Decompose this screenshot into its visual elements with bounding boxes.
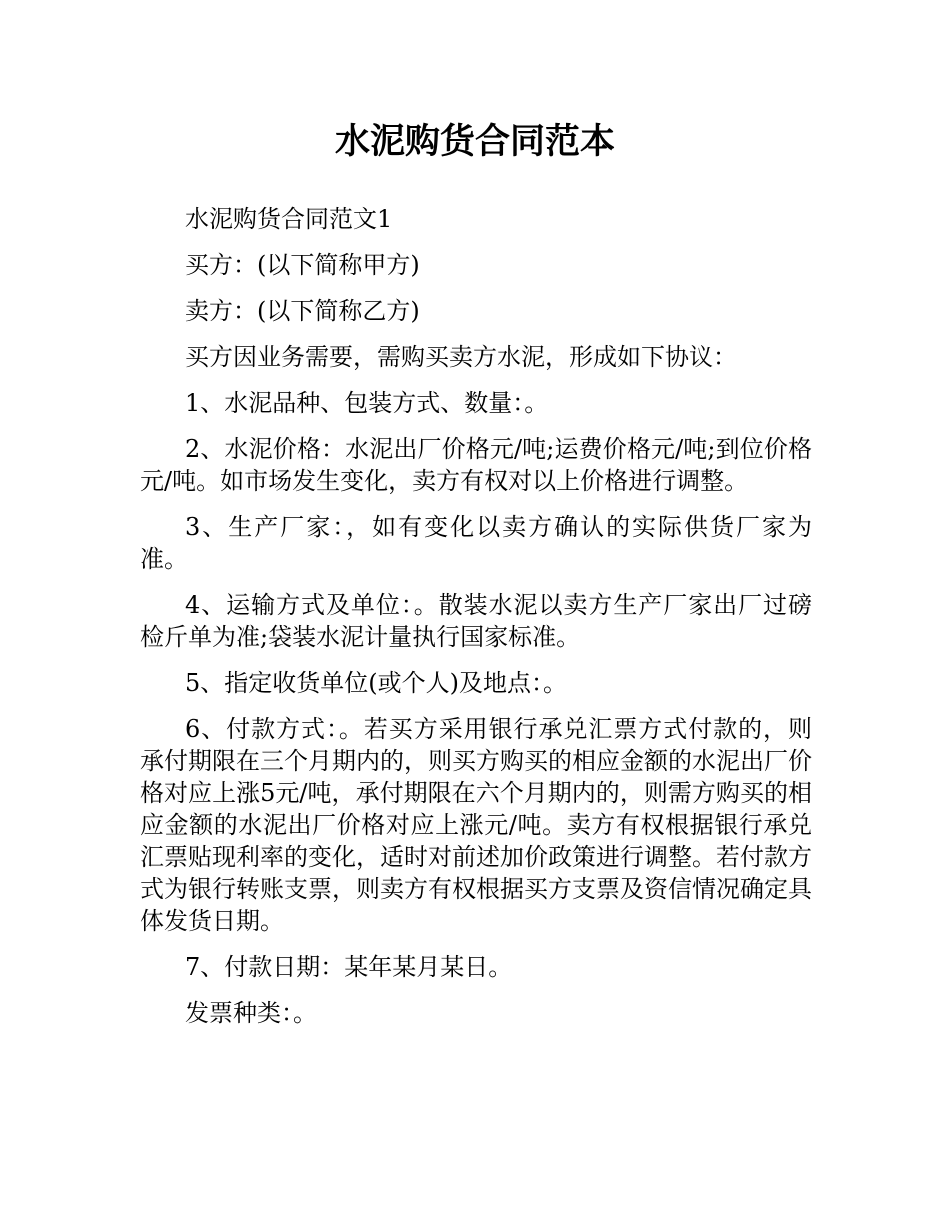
paragraph-clause-2: 2、水泥价格：水泥出厂价格元/吨;运费价格元/吨;到位价格元/吨。如市场发生变化，卖方有权对以上价格进行调整。 (140, 435, 812, 495)
paragraph-buyer: 买方：(以下简称甲方) (185, 251, 420, 279)
document-body (140, 203, 812, 1043)
paragraph-clause-5: 5、指定收货单位(或个人)及地点：。 (185, 669, 567, 697)
paragraph-clause-7: 7、付款日期：某年某月某日。 (185, 953, 513, 981)
paragraph-invoice-type: 发票种类：。 (185, 999, 317, 1027)
paragraph-clause-4: 4、运输方式及单位：。散装水泥以卖方生产厂家出厂过磅检斤单为准;袋装水泥计量执行国家标准。 (140, 591, 812, 651)
paragraph-clause-6: 6、付款方式：。若买方采用银行承兑汇票方式付款的，则承付期限在三个月期内的，则买方购买的相应金额的水泥出厂价格对应上涨5元/吨，承付期限在六个月期内的，则需方购买的相应金额的水泥出厂价格对应上涨元/吨。卖方有权根据银行承兑汇票贴现利率的变化，适时对前述加价政策进行调整。若付款方式为银行转账支票，则卖方有权根据买方支票及资信情况确定具体发货日期。 (140, 715, 812, 935)
paragraph-clause-3: 3、生产厂家：，如有变化以卖方确认的实际供货厂家为准。 (140, 513, 812, 573)
paragraph-heading: 水泥购货合同范文1 (185, 205, 393, 233)
paragraph-intro: 买方因业务需要，需购买卖方水泥，形成如下协议： (185, 343, 737, 371)
paragraph-clause-1: 1、水泥品种、包装方式、数量：。 (185, 389, 549, 417)
document-title: 水泥购货合同范本 (334, 122, 615, 162)
paragraph-seller: 卖方：(以下简称乙方) (185, 297, 420, 325)
